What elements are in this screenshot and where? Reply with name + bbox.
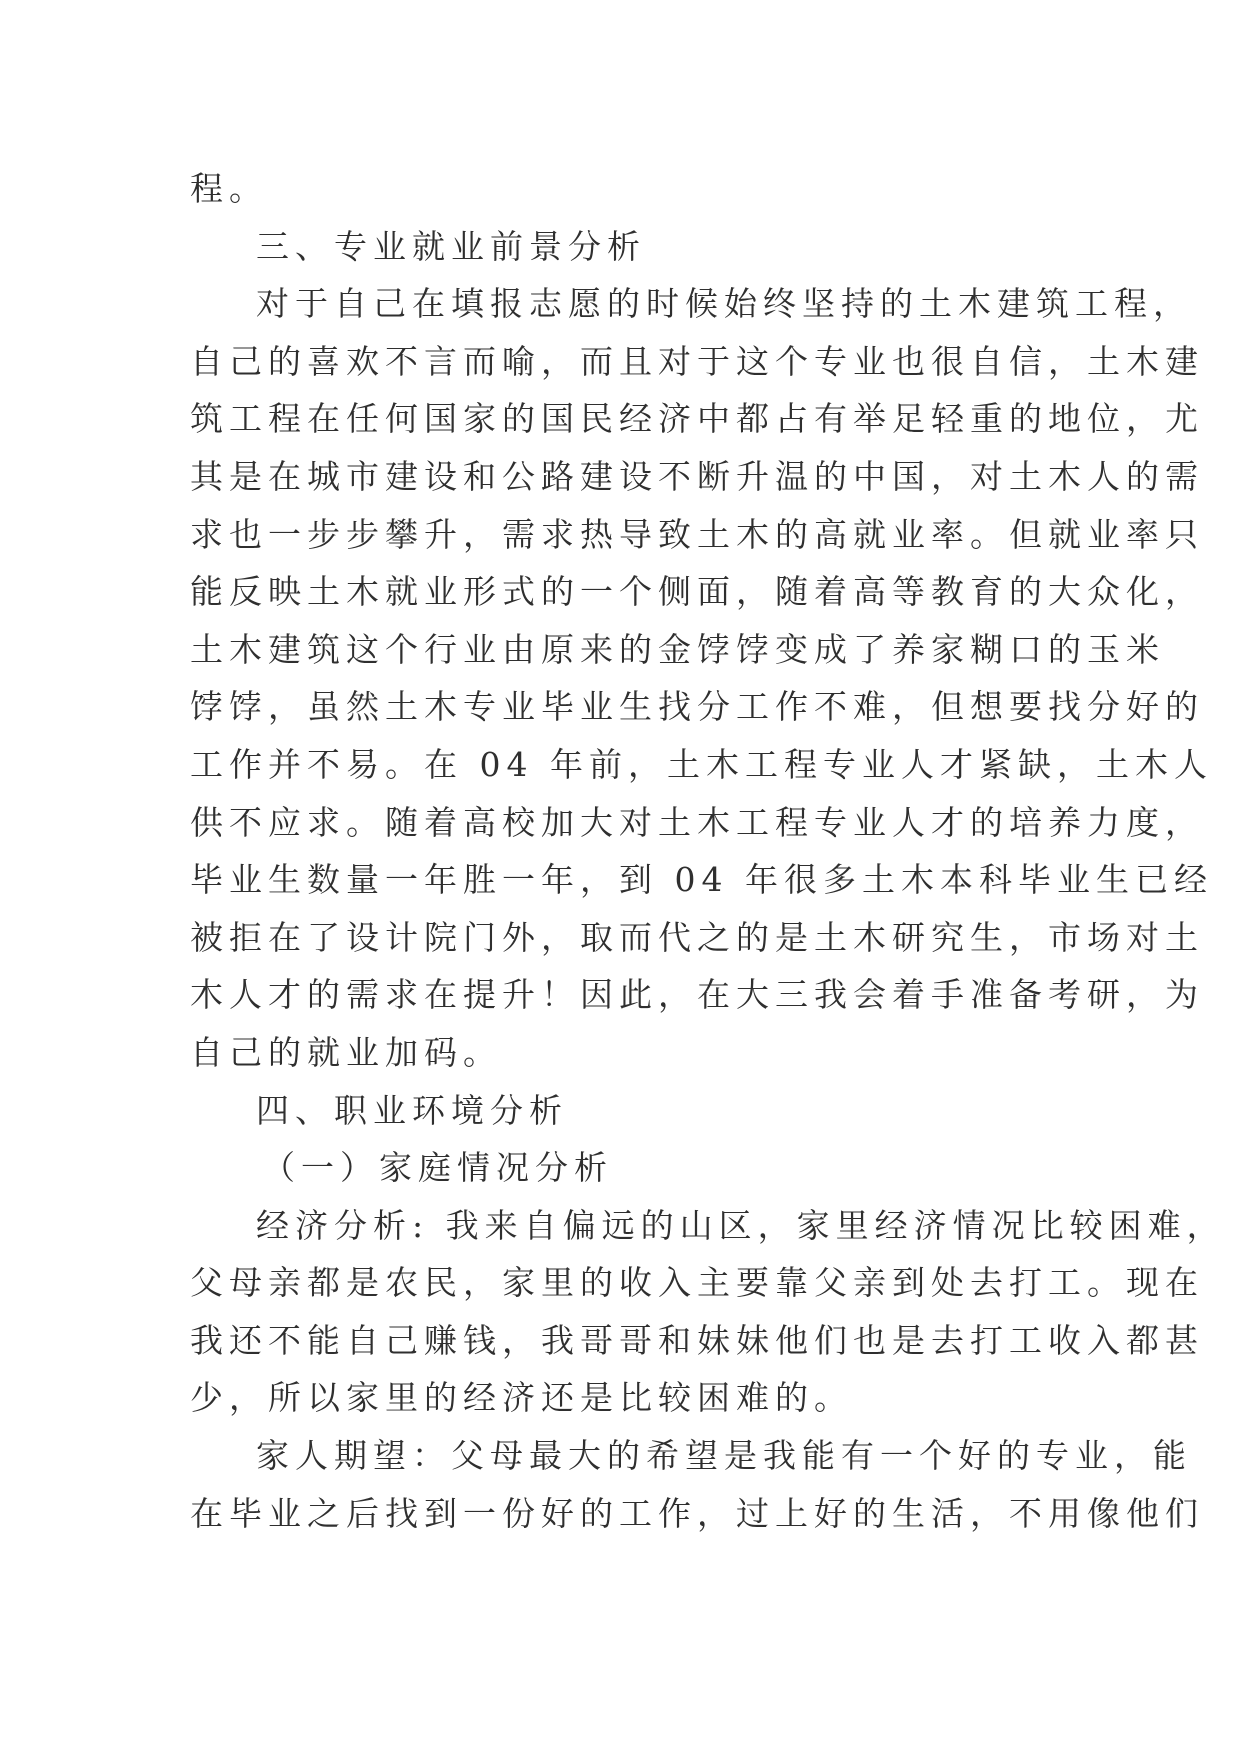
section-heading: 三、专业就业前景分析 [256,226,646,266]
paragraph-line: 自己的就业加码。 [190,1032,502,1072]
paragraph-line: 被拒在了设计院门外，取而代之的是土木研究生，市场对土 [190,917,1204,957]
paragraph-line: 土木建筑这个行业由原来的金饽饽变成了养家糊口的玉米 [190,629,1165,669]
paragraph-line: 自己的喜欢不言而喻，而且对于这个专业也很自信，土木建 [190,341,1204,381]
paragraph-line: 在毕业之后找到一份好的工作，过上好的生活，不用像他们 [190,1493,1204,1533]
paragraph-line: 工作并不易。在 04 年前，土木工程专业人才紧缺，土木人 [190,744,1213,784]
paragraph-line: 经济分析: 我来自偏远的山区，家里经济情况比较困难， [256,1205,1226,1245]
paragraph-line: 饽饽，虽然土木专业毕业生找分工作不难，但想要找分好的 [190,687,1204,727]
subsection-heading: （一）家庭情况分析 [262,1148,613,1188]
paragraph-line: 能反映土木就业形式的一个侧面，随着高等教育的大众化， [190,572,1204,612]
paragraph-line: 供不应求。随着高校加大对土木工程专业人才的培养力度， [190,802,1204,842]
paragraph-line: 父母亲都是农民，家里的收入主要靠父亲到处去打工。现在 [190,1263,1204,1303]
paragraph-line: 求也一步步攀升，需求热导致土木的高就业率。但就业率只 [190,514,1204,554]
document-body [190,160,1226,1542]
paragraph-line: 其是在城市建设和公路建设不断升温的中国，对土木人的需 [190,456,1204,496]
paragraph-line: 少，所以家里的经济还是比较困难的。 [190,1378,853,1418]
section-heading: 四、职业环境分析 [256,1090,568,1130]
paragraph-line: 家人期望：父母最大的希望是我能有一个好的专业，能 [256,1436,1192,1476]
paragraph-line: 对于自己在填报志愿的时候始终坚持的土木建筑工程， [256,284,1192,324]
paragraph-line: 木人才的需求在提升！因此，在大三我会着手准备考研，为 [190,975,1204,1015]
paragraph-line: 我还不能自己赚钱，我哥哥和妹妹他们也是去打工收入都甚 [190,1320,1204,1360]
paragraph-line: 程。 [190,169,268,208]
paragraph-line: 毕业生数量一年胜一年，到 04 年很多土木本科毕业生已经 [190,860,1213,900]
paragraph-line: 筑工程在任何国家的国民经济中都占有举足轻重的地位，尤 [190,399,1204,439]
